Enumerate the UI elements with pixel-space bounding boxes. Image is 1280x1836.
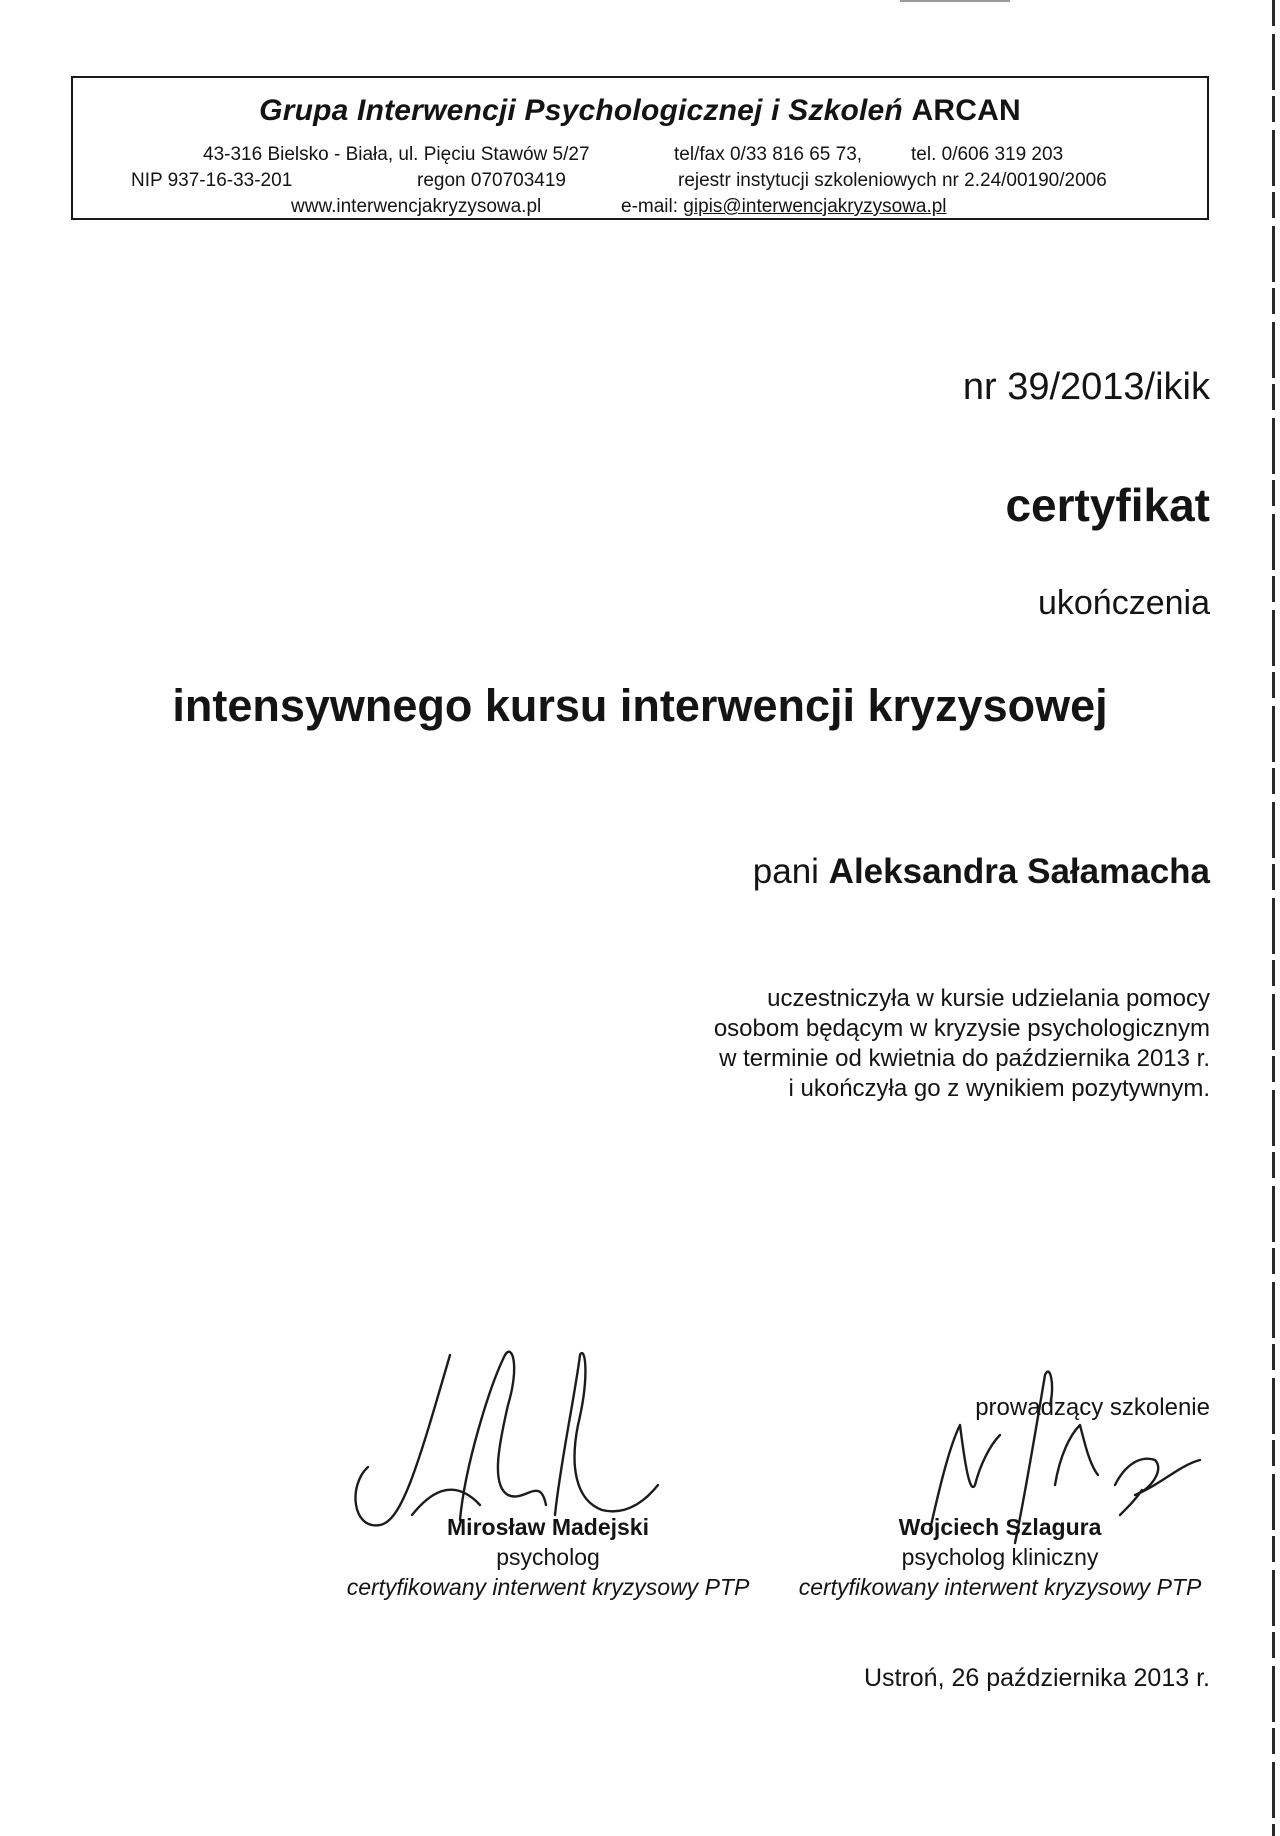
certificate-subtitle: ukończenia	[1037, 584, 1210, 622]
body-line: i ukończyła go z wynikiem pozytywnym.	[788, 1075, 1210, 1102]
body-line: uczestniczyła w kursie udzielania pomocy	[767, 985, 1210, 1012]
body-line: w terminie od kwietnia do października 2013 r.	[719, 1045, 1210, 1072]
org-brand: ARCAN	[911, 94, 1021, 127]
signatory-left	[318, 1512, 778, 1602]
recipient-name: Aleksandra Sałamacha	[828, 852, 1210, 891]
role-label: prowadzący szkolenie	[975, 1394, 1210, 1421]
signatory-right-title: psycholog kliniczny	[901, 1544, 1099, 1570]
org-title	[73, 94, 1207, 128]
place-date: Ustroń, 26 października 2013 r.	[863, 1664, 1210, 1692]
org-nip: NIP 937-16-33-201	[131, 170, 293, 191]
org-telfax: tel/fax 0/33 816 65 73,	[674, 144, 863, 165]
org-email-row	[621, 196, 947, 218]
scan-edge-right	[1272, 0, 1275, 1836]
org-website[interactable]: www.interwencjakryzysowa.pl	[291, 196, 542, 217]
org-registry: rejestr instytucji szkoleniowych nr 2.24/00190/2006	[678, 170, 1107, 191]
certificate-number: nr 39/2013/ikik	[962, 366, 1210, 408]
org-email-link[interactable]: gipis@interwencjakryzysowa.pl	[683, 196, 947, 217]
signatory-right-cert: certyfikowany interwent kryzysowy PTP	[798, 1574, 1202, 1600]
salutation: pani	[752, 852, 819, 891]
org-name: Grupa Interwencji Psychologicznej i Szkoleń	[259, 94, 903, 127]
body-line: osobom będącym w kryzysie psychologicznym	[713, 1015, 1210, 1042]
org-regon: regon 070703419	[417, 170, 566, 191]
signatory-right	[780, 1512, 1220, 1602]
certificate-body	[714, 984, 1210, 1104]
org-tel: tel. 0/606 319 203	[911, 144, 1064, 165]
org-address: 43-316 Bielsko - Biała, ul. Pięciu Stawów 5/27	[203, 144, 590, 165]
scan-edge-top	[900, 0, 1010, 2]
signatory-left-cert: certyfikowany interwent kryzysowy PTP	[346, 1574, 750, 1600]
signature-left	[340, 1345, 660, 1535]
org-email-label: e-mail:	[621, 196, 679, 217]
signatory-left-name: Mirosław Madejski	[447, 1514, 649, 1540]
signatory-right-name: Wojciech Szlagura	[898, 1514, 1102, 1540]
course-title: intensywnego kursu interwencji kryzysowej	[172, 680, 1108, 731]
certificate-title: certyfikat	[1005, 479, 1210, 531]
letterhead-box	[71, 76, 1209, 220]
recipient-line	[753, 852, 1210, 892]
signatory-left-title: psycholog	[496, 1544, 600, 1570]
